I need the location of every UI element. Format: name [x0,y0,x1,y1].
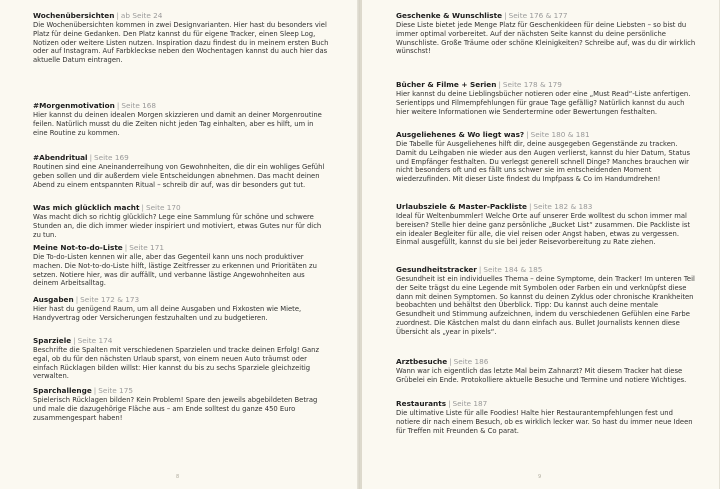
entry-page-ref: Seite 186 [453,357,489,366]
entry-text: Die Tabelle für Ausgeliehenes hilft dir, deine ausgegeben Gegenstände zu tracken. Damit du Leihgaben nie wieder aus den Augen verlierst, kannst du hier Datum, Status und Empfänger festhalten. Du verlegst generell schnell Dinge? Manches brauchen wir nicht besonders oft und es fällt uns schwer sie im entscheidenden Moment wiederzufinden. Mit dieser Liste findest du Impfpass & Co im Handumdrehen! [396,140,691,184]
entry-page-ref: Seite 184 & 185 [483,265,543,274]
entry-title: Ausgeliehenes & Wo liegt was? [396,130,525,139]
entry-title: Sparchallenge [33,386,92,395]
page-number: 9 [538,474,542,480]
entry-arztbesuche: Arztbesuche | Seite 186 Wann war ich eigentlich das letzte Mal beim Zahnarzt? Mit diesem Tracker hat diese Grübelei ein Ende. Protokolliere aktuelle Besuche und Termine und notiere Wichtiges. [396,357,696,385]
entry-title: Geschenke & Wunschliste [396,11,503,20]
entry-wochenuebersichten: Wochenübersichten | ab Seite 24 Die Wochenübersichten kommen in zwei Designvarianten. Hier hast du besonders viel Platz für deine Gedanken. Den Platz kannst du für eigene Tracker, einen Sleep Log, Notizen oder weitere Listen nutzen. Inspiration dazu findest du in meinem ersten Buch oder auf Instagram. Auf Farbkleckse neben den Wochentagen kannst du auch hier das aktuelle Datum eintragen. [33,11,329,65]
entry-urlaubsziele-packliste: Urlaubsziele & Master-Packliste | Seite 182 & 183 Ideal für Weltenbummler! Welche Orte auf unserer Erde wolltest du schon immer mal bereisen? Stelle hier deine ganz persönliche „Bucket List“ zusammen. Die Packliste ist ein idealer Begleiter für alle, die viel reisen oder Angst haben, etwas zu vergessen. Einmal ausgefüllt, kannst du sie bei jeder Reisevorbereitung zu Rate ziehen. [396,202,696,247]
entry-title: Was mich glücklich macht [33,203,140,212]
entry-title: Wochenübersichten [33,11,115,20]
left-page [0,0,358,489]
entry-title: Ausgaben [33,295,74,304]
entry-text: Hier kannst du deinen idealen Morgen skizzieren und damit an deiner Morgenroutine feilen. Natürlich musst du die Zeiten nicht jeden Tag einhalten, aber es hilft, um in eine Routine zu kommen. [33,111,322,137]
entry-page-ref: Seite 172 & 173 [80,295,140,304]
entry-title: #Abendritual [33,153,88,162]
entry-text: Hier kannst du deine Lieblingsbücher notieren oder eine „Must Read“-Liste anfertigen. Serientipps und Filmempfehlungen für graue Tage gefällig? Natürlich kannst du auch hier weitere Informationen wie Senderterminе oder Bewertungen festhalten. [396,90,691,116]
page-number: 8 [176,474,180,480]
entry-text: Die ultimative Liste für alle Foodies! Halte hier Restaurantempfehlungen fest und notiere dir nach einem Besuch, ob es wirklich lecker war. So hast du immer neue Ideen für Treffen mit Freunden & Co parat. [396,409,693,435]
entry-sparziele: Sparziele | Seite 174 Beschrifte die Spalten mit verschiedenen Sparzielen und tracke deinen Erfolg! Ganz egal, ob du für den nächsten Urlaub sparst, von einem neuen Auto träumst oder einfach Rücklagen bilden willst: Hier kannst du bis zu sechs Sparziele gleichzeitig verwalten. [33,336,329,381]
entry-page-ref: Seite 169 [94,153,129,162]
entry-page-ref: Seite 187 [452,399,488,408]
entry-page-ref: Seite 168 [121,101,157,110]
entry-was-mich-gluecklich-macht: Was mich glücklich macht | Seite 170 Was macht dich so richtig glücklich? Lege eine Sammlung für schöne und schwere Stunden an, die dich immer wieder inspiriert und motiviert, etwas Gutes nur für dich zu tun. [33,203,329,239]
entry-ausgaben: Ausgaben | Seite 172 & 173 Hier hast du genügend Raum, um all deine Ausgaben und Fixkosten wie Miete, Handyvertrag oder Versicherungen festzuhalten und zu budgetieren. [33,295,329,323]
entry-ausgeliehenes: Ausgeliehenes & Wo liegt was? | Seite 180 & 181 Die Tabelle für Ausgeliehenes hilft dir, deine ausgegeben Gegenstände zu tracken. Damit du Leihgaben nie wieder aus den Augen verlierst, kannst du hier Datum, Status und Empfänger festhalten. Du verlegst generell schnell Dinge? Manches brauchen wir nicht besonders oft und es fällt uns schwer sie im entscheidenden Moment wiederzufinden. Mit dieser Liste findest du Impfpass & Co im Handumdrehen! [396,130,696,184]
entry-text: Die To-do-Listen kennen wir alle, aber das Gegenteil kann uns noch produktiver machen. Die Not-to-do-Liste hilft, lästige Zeitfresser zu erkennen und Prioritäten zu setzen. Notiere hier, was dir auffällt, und verbanne lästige Angewohnheiten aus deinem Arbeitsalltag. [33,253,317,288]
entry-text: Die Wochenübersichten kommen in zwei Designvarianten. Hier hast du besonders viel Platz für deine Gedanken. Den Platz kannst du für eigene Tracker, einen Sleep Log, Notizen oder weitere Listen nutzen. Inspiration dazu findest du in meinem ersten Buch oder auf Instagram. Auf Farbkleckse neben den Wochentagen kannst du auch hier das aktuelle Datum eintragen. [33,21,329,65]
entry-title: Arztbesuche [396,357,448,366]
entry-page-ref: ab Seite 24 [120,11,163,20]
entry-not-to-do-liste: Meine Not-to-do-Liste | Seite 171 Die To-do-Listen kennen wir alle, aber das Gegenteil kann uns noch produktiver machen. Die Not-to-do-Liste hilft, lästige Zeitfresser zu erkennen und Prioritäten zu setzen. Notiere hier, was dir auffällt, und verbanne lästige Angewohnheiten aus deinem Arbeitsalltag. [33,243,329,288]
entry-gesundheitstracker: Gesundheitstracker | Seite 184 & 185 Gesundheit ist ein individuelles Thema – deine Symptome, dein Tracker! Im unteren Teil der Seite trägst du eine Legende mit Symbolen oder Farben ein und verknüpfst diese dann mit deinen Symptomen. So kannst du deinen Zyklus oder chronische Krankheiten beobachten und behältst den Überblick. Tipp: Du kannst auch deine mentale Gesundheit und Stimmung aufzeichnen, indem du verschiedenen Gefühlen eine Farbe zuordnest. Die Kästchen malst du dann einfach aus. Bullet Journalists kennen diese Übersicht als „year in pixels“. [396,265,695,336]
entry-page-ref: Seite 171 [129,243,164,252]
entry-page-ref: Seite 170 [145,203,181,212]
entry-text: Hier hast du genügend Raum, um all deine Ausgaben und Fixkosten wie Miete, Handyvertrag oder Versicherungen festzuhalten und zu budgetieren. [33,305,302,322]
entry-text: Beschrifte die Spalten mit verschiedenen Sparzielen und tracke deinen Erfolg! Ganz egal, ob du für den nächsten Urlaub sparst, von einem neuen Auto träumst oder einfach Rücklagen bilden willst: Hier kannst du bis zu sechs Sparziele gleichzeitig verwalten. [33,346,320,381]
entry-title: Bücher & Filme + Serien [396,80,497,89]
entry-title: Sparziele [33,336,72,345]
entry-page-ref: Seite 176 & 177 [508,11,568,20]
entry-text: Wann war ich eigentlich das letzte Mal beim Zahnarzt? Mit diesem Tracker hat diese Grübelei ein Ende. Protokolliere aktuelle Besuche und Termine und notiere Wichtiges. [396,367,687,384]
entry-page-ref: Seite 180 & 181 [530,130,590,139]
entry-text: Spielerisch Rücklagen bilden? Kein Problem! Spare den jeweils abgebildeten Betrag und male die dazugehörige Fläche aus – am Ende solltest du ganze 450 Euro zusammengespart haben! [33,396,318,422]
entry-title: Restaurants [396,399,447,408]
entry-geschenke-wunschliste: Geschenke & Wunschliste | Seite 176 & 177 Diese Liste bietet jede Menge Platz für Geschenkideen für deine Liebsten – so bist du immer optimal vorbereitet. Auf der nächsten Seite kannst du deine persönliche Wunschliste. Große Träume oder schöne Kleinigkeiten? Schreibe auf, was du dir wirklich wünschst! [396,11,696,56]
entry-page-ref: Seite 174 [77,336,113,345]
entry-text: Diese Liste bietet jede Menge Platz für Geschenkideen für deine Liebsten – so bist du immer optimal vorbereitet. Auf der nächsten Seite kannst du deine persönliche Wunschliste. Große Träume oder schöne Kleinigkeiten? Schreibe auf, was du dir wirklich wünschst! [396,21,696,56]
entry-text: Ideal für Weltenbummler! Welche Orte auf unserer Erde wolltest du schon immer mal bereisen? Stelle hier deine ganz persönliche „Bucket List“ zusammen. Die Packliste ist ein idealer Begleiter für alle, die viel reisen oder Angst haben, etwas zu vergessen. Einmal ausgefüllt, kannst du sie bei jeder Reisevorbereitung zu Rate ziehen. [396,212,691,247]
entry-sparchallenge: Sparchallenge | Seite 175 Spielerisch Rücklagen bilden? Kein Problem! Spare den jeweils abgebildeten Betrag und male die dazugehörige Fläche aus – am Ende solltest du ganze 450 Euro zusammengespart haben! [33,386,329,422]
entry-title: Urlaubsziele & Master-Packliste [396,202,527,211]
entry-title: Meine Not-to-do-Liste [33,243,123,252]
entry-morgenmotivation: #Morgenmotivation | Seite 168 Hier kannst du deinen idealen Morgen skizzieren und damit an deiner Morgenroutine feilen. Natürlich musst du die Zeiten nicht jeden Tag einhalten, aber es hilft, um in eine Routine zu kommen. [33,101,329,137]
entry-abendritual: #Abendritual | Seite 169 Routinen sind eine Aneinanderreihung von Gewohnheiten, die dir ein wohliges Gefühl geben sollen und dir außerdem viele Entscheidungen abnehmen. Das macht deinen Abend zu einem entspannten Ritual – schreib dir auf, was dir besonders gut tut. [33,153,329,189]
entry-page-ref: Seite 182 & 183 [533,202,593,211]
entry-page-ref: Seite 175 [98,386,133,395]
entry-text: Gesundheit ist ein individuelles Thema – deine Symptome, dein Tracker! Im unteren Teil der Seite trägst du eine Legende mit Symbolen oder Farben ein und verknüpfst diese dann mit deinen Symptomen. So kannst du deinen Zyklus oder chronische Krankheiten beobachten und behältst den Überblick. Tipp: Du kannst auch deine mentale Gesundheit und Stimmung aufzeichnen, indem du verschiedenen Gefühlen eine Farbe zuordnest. Die Kästchen malst du dann einfach aus. Bullet Journalists kennen diese Übersicht als „year in pixels“. [396,275,695,336]
right-page [361,0,719,489]
entry-page-ref: Seite 178 & 179 [502,80,562,89]
entry-text: Was macht dich so richtig glücklich? Lege eine Sammlung für schöne und schwere Stunden an, die dich immer wieder inspiriert und motiviert, etwas Gutes nur für dich zu tun. [33,213,322,239]
entry-title: #Morgenmotivation [33,101,115,110]
entry-text: Routinen sind eine Aneinanderreihung von Gewohnheiten, die dir ein wohliges Gefühl geben sollen und dir außerdem viele Entscheidungen abnehmen. Das macht deinen Abend zu einem entspannten Ritual – schreib dir auf, was dir besonders gut tut. [33,163,325,189]
entry-buecher-filme-serien: Bücher & Filme + Serien | Seite 178 & 179 Hier kannst du deine Lieblingsbücher notieren oder eine „Must Read“-Liste anfertigen. Serientipps und Filmempfehlungen für graue Tage gefällig? Natürlich kannst du auch hier weitere Informationen wie Senderterminе oder Bewertungen festhalten. [396,80,696,116]
entry-title: Gesundheitstracker [396,265,477,274]
entry-restaurants: Restaurants | Seite 187 Die ultimative Liste für alle Foodies! Halte hier Restaurantempfehlungen fest und notiere dir nach einem Besuch, ob es wirklich lecker war. So hast du immer neue Ideen für Treffen mit Freunden & Co parat. [396,399,696,435]
